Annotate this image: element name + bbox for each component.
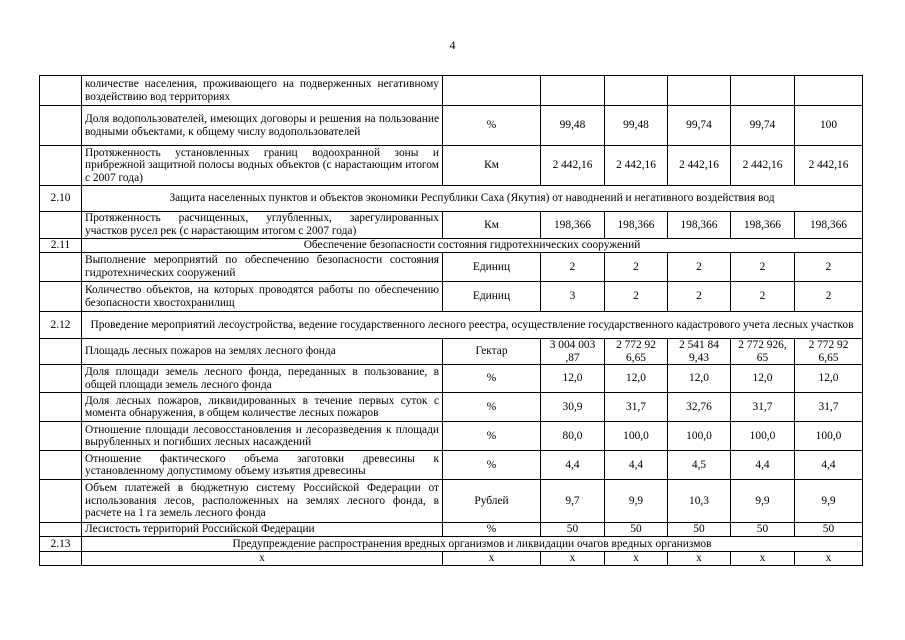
- value-cell: 2 772 92 6,65: [605, 339, 668, 365]
- indicator-name: Доля лесных пожаров, ликвидированных в течение первых суток с момента обнаружения, в общем количестве лесных пожаров: [82, 393, 443, 422]
- section-row: [40, 239, 863, 253]
- unit-cell: Единиц: [443, 253, 541, 282]
- indicator-name: Протяженность расчищенных, углубленных, зарегулированных участков русел рек (с нарастающим итогом с 2007 года): [82, 212, 443, 239]
- row-number: 2.12: [40, 312, 82, 339]
- value-cell: 99,48: [541, 106, 605, 146]
- indicator-name: Отношение площади лесовосстановления и лесоразведения к площади вырубленных и погибших лесных насаждений: [82, 422, 443, 451]
- indicator-name: Доля водопользователей, имеющих договоры и решения на пользование водными объектами, к общему числу водопользователей: [82, 106, 443, 146]
- value-cell: 100: [795, 106, 863, 146]
- value-cell: 12,0: [541, 365, 605, 393]
- unit-cell: Км: [443, 212, 541, 239]
- value-cell: 198,366: [795, 212, 863, 239]
- value-cell: 50: [605, 523, 668, 537]
- value-cell: 2 442,16: [731, 146, 795, 186]
- value-cell: 2: [668, 282, 731, 312]
- unit-cell: %: [443, 106, 541, 146]
- value-cell: 12,0: [731, 365, 795, 393]
- unit-cell: x: [443, 552, 541, 566]
- value-cell: x: [731, 552, 795, 566]
- unit-cell: Гектар: [443, 339, 541, 365]
- value-cell: 100,0: [795, 422, 863, 451]
- table-row: [40, 393, 863, 422]
- value-cell: 2 541 84 9,43: [668, 339, 731, 365]
- indicator-name: Доля площади земель лесного фонда, переданных в пользование, в общей площади земель лесного фонда: [82, 365, 443, 393]
- row-number: [40, 146, 82, 186]
- table-row: [40, 146, 863, 186]
- value-cell: 100,0: [668, 422, 731, 451]
- value-cell: 2 772 92 6,65: [795, 339, 863, 365]
- value-cell: 4,4: [731, 451, 795, 480]
- value-cell: 2 772 926, 65: [731, 339, 795, 365]
- table-row: [40, 523, 863, 537]
- table-row: [40, 76, 863, 106]
- table-row: [40, 282, 863, 312]
- row-number: [40, 451, 82, 480]
- section-title: Обеспечение безопасности состояния гидротехнических сооружений: [82, 239, 863, 253]
- value-cell: [541, 76, 605, 106]
- row-number: [40, 552, 82, 566]
- value-cell: 2 442,16: [541, 146, 605, 186]
- row-number: [40, 365, 82, 393]
- section-row: [40, 312, 863, 339]
- section-title: Предупреждение распространения вредных организмов и ликвидации очагов вредных организмов: [82, 537, 863, 552]
- value-cell: 50: [541, 523, 605, 537]
- value-cell: 50: [795, 523, 863, 537]
- row-number: [40, 212, 82, 239]
- page-number: 4: [449, 38, 456, 52]
- unit-cell: %: [443, 523, 541, 537]
- value-cell: 12,0: [605, 365, 668, 393]
- unit-cell: Км: [443, 146, 541, 186]
- value-cell: 4,4: [795, 451, 863, 480]
- unit-cell: Рублей: [443, 480, 541, 523]
- value-cell: 2: [731, 253, 795, 282]
- table-row: [40, 253, 863, 282]
- row-number: [40, 393, 82, 422]
- unit-cell: %: [443, 422, 541, 451]
- value-cell: 4,4: [541, 451, 605, 480]
- value-cell: 4,4: [605, 451, 668, 480]
- unit-cell: %: [443, 365, 541, 393]
- value-cell: 198,366: [605, 212, 668, 239]
- value-cell: 2: [795, 253, 863, 282]
- row-number: [40, 523, 82, 537]
- indicators-table: [39, 75, 863, 566]
- value-cell: 2 442,16: [668, 146, 731, 186]
- row-number: [40, 282, 82, 312]
- section-row: [40, 537, 863, 552]
- row-number: 2.11: [40, 239, 82, 253]
- unit-cell: Единиц: [443, 282, 541, 312]
- value-cell: 2 442,16: [795, 146, 863, 186]
- value-cell: 30,9: [541, 393, 605, 422]
- table-row: [40, 552, 863, 566]
- value-cell: 2: [795, 282, 863, 312]
- row-number: [40, 106, 82, 146]
- value-cell: 99,74: [731, 106, 795, 146]
- value-cell: 9,9: [605, 480, 668, 523]
- row-number: [40, 253, 82, 282]
- value-cell: 3: [541, 282, 605, 312]
- value-cell: 9,9: [731, 480, 795, 523]
- value-cell: 100,0: [605, 422, 668, 451]
- row-number: [40, 76, 82, 106]
- unit-cell: %: [443, 393, 541, 422]
- row-number: [40, 480, 82, 523]
- table-row: [40, 365, 863, 393]
- value-cell: 2: [605, 282, 668, 312]
- unit-cell: [443, 76, 541, 106]
- value-cell: 10,3: [668, 480, 731, 523]
- value-cell: 32,76: [668, 393, 731, 422]
- value-cell: 12,0: [668, 365, 731, 393]
- value-cell: x: [541, 552, 605, 566]
- value-cell: 31,7: [605, 393, 668, 422]
- value-cell: x: [795, 552, 863, 566]
- value-cell: 50: [668, 523, 731, 537]
- value-cell: 4,5: [668, 451, 731, 480]
- row-number: 2.13: [40, 537, 82, 552]
- indicator-name: x: [82, 552, 443, 566]
- value-cell: [605, 76, 668, 106]
- indicator-name: Отношение фактического объема заготовки древесины к установленному допустимому объему изъятия древесины: [82, 451, 443, 480]
- value-cell: 2: [605, 253, 668, 282]
- value-cell: 50: [731, 523, 795, 537]
- value-cell: 99,74: [668, 106, 731, 146]
- table-row: [40, 339, 863, 365]
- indicator-name: Объем платежей в бюджетную систему Российской Федерации от использования лесов, расположенных на землях лесного фонда, в расчете на 1 га земель лесного фонда: [82, 480, 443, 523]
- row-number: [40, 422, 82, 451]
- section-title: Проведение мероприятий лесоустройства, ведение государственного лесного реестра, осуществление государственного кадастрового учета лесных участков: [82, 312, 863, 339]
- indicator-name: количестве населения, проживающего на подверженных негативному воздействию вод территориях: [82, 76, 443, 106]
- value-cell: [795, 76, 863, 106]
- indicator-name: Лесистость территорий Российской Федерации: [82, 523, 443, 537]
- table-row: [40, 106, 863, 146]
- value-cell: 31,7: [731, 393, 795, 422]
- value-cell: 198,366: [668, 212, 731, 239]
- row-number: 2.10: [40, 186, 82, 212]
- row-number: [40, 339, 82, 365]
- value-cell: 198,366: [541, 212, 605, 239]
- value-cell: x: [605, 552, 668, 566]
- value-cell: 2: [541, 253, 605, 282]
- value-cell: 198,366: [731, 212, 795, 239]
- value-cell: 9,9: [795, 480, 863, 523]
- value-cell: 3 004 003 ,87: [541, 339, 605, 365]
- indicator-name: Выполнение мероприятий по обеспечению безопасности состояния гидротехнических сооружений: [82, 253, 443, 282]
- value-cell: x: [668, 552, 731, 566]
- value-cell: [731, 76, 795, 106]
- value-cell: 9,7: [541, 480, 605, 523]
- value-cell: 80,0: [541, 422, 605, 451]
- table-row: [40, 451, 863, 480]
- value-cell: 100,0: [731, 422, 795, 451]
- indicator-name: Протяженность установленных границ водоохранной зоны и прибрежной защитной полосы водных объектов (с нарастающим итогом с 2007 года): [82, 146, 443, 186]
- value-cell: 99,48: [605, 106, 668, 146]
- table-row: [40, 212, 863, 239]
- indicator-name: Количество объектов, на которых проводятся работы по обеспечению безопасности хвостохранилищ: [82, 282, 443, 312]
- table-row: [40, 422, 863, 451]
- value-cell: 2 442,16: [605, 146, 668, 186]
- value-cell: 12,0: [795, 365, 863, 393]
- unit-cell: %: [443, 451, 541, 480]
- value-cell: 2: [668, 253, 731, 282]
- value-cell: 31,7: [795, 393, 863, 422]
- section-row: [40, 186, 863, 212]
- indicator-name: Площадь лесных пожаров на землях лесного фонда: [82, 339, 443, 365]
- table-row: [40, 480, 863, 523]
- section-title: Защита населенных пунктов и объектов экономики Республики Саха (Якутия) от наводнений и негативного воздействия вод: [82, 186, 863, 212]
- value-cell: [668, 76, 731, 106]
- value-cell: 2: [731, 282, 795, 312]
